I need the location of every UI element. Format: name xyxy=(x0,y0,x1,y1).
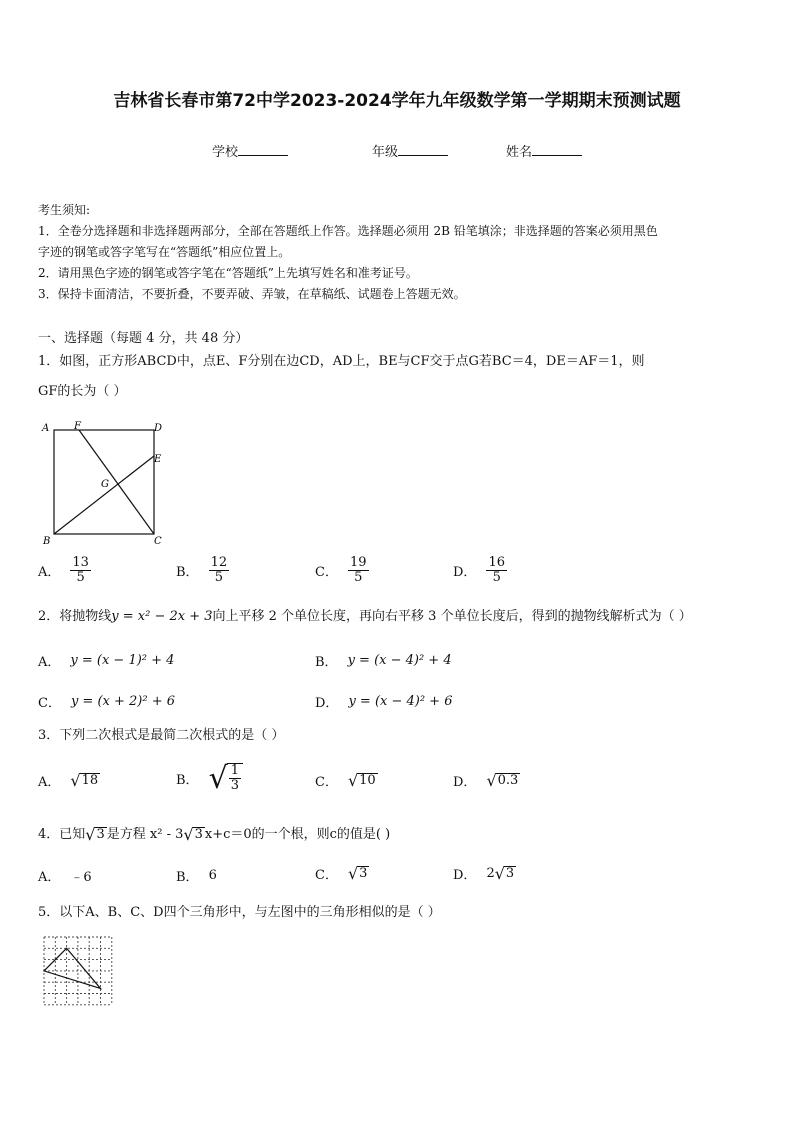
stem-text: 是方程 x² - 3 xyxy=(106,827,184,842)
q3-option-b[interactable] xyxy=(176,760,243,796)
notice-item: 3．保持卡面清洁，不要折叠，不要弄破、弄皱，在草稿纸、试题卷上答题无效。 xyxy=(38,287,466,301)
notice-heading: 考生须知: xyxy=(38,203,91,217)
grade-label: 年级 xyxy=(372,145,399,160)
radical: √ 0.3 xyxy=(486,770,519,790)
name-blank xyxy=(532,143,582,156)
option-label: D． xyxy=(453,775,477,790)
radicand: 18 xyxy=(81,772,99,788)
denominator: 5 xyxy=(214,570,223,586)
fraction xyxy=(70,556,91,586)
question-1-stem: 1．如图，正方形ABCD中，点E、F分别在边CD，AD上，BE与CF交于点G若BC＝4，DE＝AF＝1，则 xyxy=(38,354,645,369)
option-text: y = (x − 4)² + 4 xyxy=(347,653,452,668)
q2-option-d[interactable] xyxy=(315,692,452,711)
question-1-stem-cont: GF的长为（ ） xyxy=(38,384,127,399)
radical: √ $\frac{1}{3}$ xyxy=(209,763,243,794)
option-label: A． xyxy=(38,775,61,790)
option-text: 6 xyxy=(208,868,217,883)
denominator: 3 xyxy=(230,778,239,794)
grade-blank xyxy=(398,143,448,156)
numerator: 13 xyxy=(72,555,89,570)
radical: √ 3 xyxy=(85,824,105,844)
notice-item: 字迹的钢笔或答字笔写在“答题纸”相应位置上。 xyxy=(38,245,291,259)
radicand: 10 xyxy=(359,772,376,788)
q1-option-c[interactable] xyxy=(315,556,369,586)
q2-option-c[interactable] xyxy=(38,692,175,711)
option-text: y = (x − 1)² + 4 xyxy=(70,653,175,668)
question-4-stem xyxy=(38,820,758,850)
denominator: 5 xyxy=(492,570,501,586)
q2-option-b[interactable] xyxy=(315,651,452,670)
grid-triangle-figure xyxy=(42,935,116,1007)
radical: √ 3 xyxy=(347,863,368,883)
q4-option-a[interactable] xyxy=(38,866,92,885)
name-label: 姓名 xyxy=(506,145,533,160)
stem-text: 向上平移 2 个单位长度，再向右平移 3 个单位长度后，得到的抛物线解析式为（ ） xyxy=(212,609,692,624)
segment-cf xyxy=(79,430,154,534)
label-a: A xyxy=(42,423,50,434)
option-label: B． xyxy=(176,565,199,581)
numerator: 16 xyxy=(488,555,505,570)
label-c: C xyxy=(154,536,162,547)
option-text: y = (x − 4)² + 6 xyxy=(348,694,453,709)
school-blank xyxy=(238,143,288,156)
label-e: E xyxy=(154,454,162,465)
notice-item: 1．全卷分选择题和非选择题两部分，全部在答题纸上作答。选择题必须用 2B 铅笔填涂；非选择题的答案必须用黑色 xyxy=(38,224,658,238)
q4-option-d[interactable] xyxy=(453,864,516,883)
fraction xyxy=(348,556,369,586)
option-label: D． xyxy=(453,868,477,883)
stem-text: 4．已知 xyxy=(38,827,86,842)
segment-be xyxy=(54,456,154,534)
q4-option-b[interactable] xyxy=(176,866,217,885)
dashed-grid xyxy=(44,937,112,1005)
label-b: B xyxy=(43,536,51,547)
radicand: 3 xyxy=(359,865,368,881)
denominator: 5 xyxy=(76,570,85,586)
fraction xyxy=(209,556,230,586)
q3-option-a[interactable] xyxy=(38,771,100,790)
radicand: 0.3 xyxy=(497,772,519,788)
option-label: A． xyxy=(38,870,61,885)
q1-option-d[interactable] xyxy=(453,556,507,586)
radicand xyxy=(227,763,243,794)
grade-field xyxy=(372,141,448,160)
radical: √ 3 xyxy=(183,824,203,844)
radical: √ 10 xyxy=(347,770,376,790)
stem-text: 2．将抛物线 xyxy=(38,609,112,624)
numerator: 1 xyxy=(230,763,239,778)
option-label: B． xyxy=(315,655,338,670)
question-2-stem xyxy=(38,602,758,632)
page-title: 吉林省长春市第72中学2023-2024学年九年级数学第一学期期末预测试题 xyxy=(113,91,681,111)
q3-option-d[interactable] xyxy=(453,771,520,790)
option-label: B． xyxy=(176,870,199,885)
radicand: 3 xyxy=(505,865,515,881)
radicand: 3 xyxy=(96,826,105,842)
coefficient: 2 xyxy=(486,866,495,881)
radical: √ 3 xyxy=(494,863,515,883)
section-heading: 一、选择题（每题 4 分，共 48 分） xyxy=(38,331,249,346)
q3-option-c[interactable] xyxy=(315,771,378,790)
stem-text: x+c＝0的一个根，则c的值是( ) xyxy=(204,827,391,842)
square-figure xyxy=(40,420,170,548)
q4-option-c[interactable] xyxy=(315,864,369,883)
label-g: G xyxy=(101,479,109,490)
denominator: 5 xyxy=(354,570,363,586)
parabola-expression: y = x² − 2x + 3 xyxy=(111,609,213,624)
q1-option-b[interactable] xyxy=(176,556,229,586)
q1-option-a[interactable] xyxy=(38,556,91,586)
question-5-stem: 5．以下A、B、C、D四个三角形中，与左图中的三角形相似的是（ ） xyxy=(38,905,441,920)
fraction xyxy=(486,556,507,586)
option-label: C． xyxy=(315,565,338,581)
name-field xyxy=(506,141,582,160)
school-label: 学校 xyxy=(212,145,239,160)
option-label: C． xyxy=(315,868,338,883)
label-d: D xyxy=(154,423,163,434)
option-label: B． xyxy=(176,772,199,788)
radicand: 3 xyxy=(194,826,203,842)
school-field xyxy=(212,141,288,160)
option-label: A． xyxy=(38,655,61,670)
option-label: D． xyxy=(453,565,477,581)
option-text: ﹣6 xyxy=(70,870,92,885)
option-label: C． xyxy=(315,775,338,790)
radical: √ 18 xyxy=(70,770,99,790)
option-label: C． xyxy=(38,696,61,711)
numerator: 19 xyxy=(349,555,367,570)
numerator: 12 xyxy=(210,555,228,570)
notice-item: 2．请用黑色字迹的钢笔或答字笔在“答题纸”上先填写姓名和准考证号。 xyxy=(38,266,418,280)
option-label: D． xyxy=(315,696,339,711)
option-text: y = (x + 2)² + 6 xyxy=(70,694,175,709)
question-3-stem: 3．下列二次根式是最简二次根式的是（ ） xyxy=(38,728,285,743)
option-label: A． xyxy=(38,565,61,581)
q2-option-a[interactable] xyxy=(38,651,174,670)
label-f: F xyxy=(74,421,81,432)
